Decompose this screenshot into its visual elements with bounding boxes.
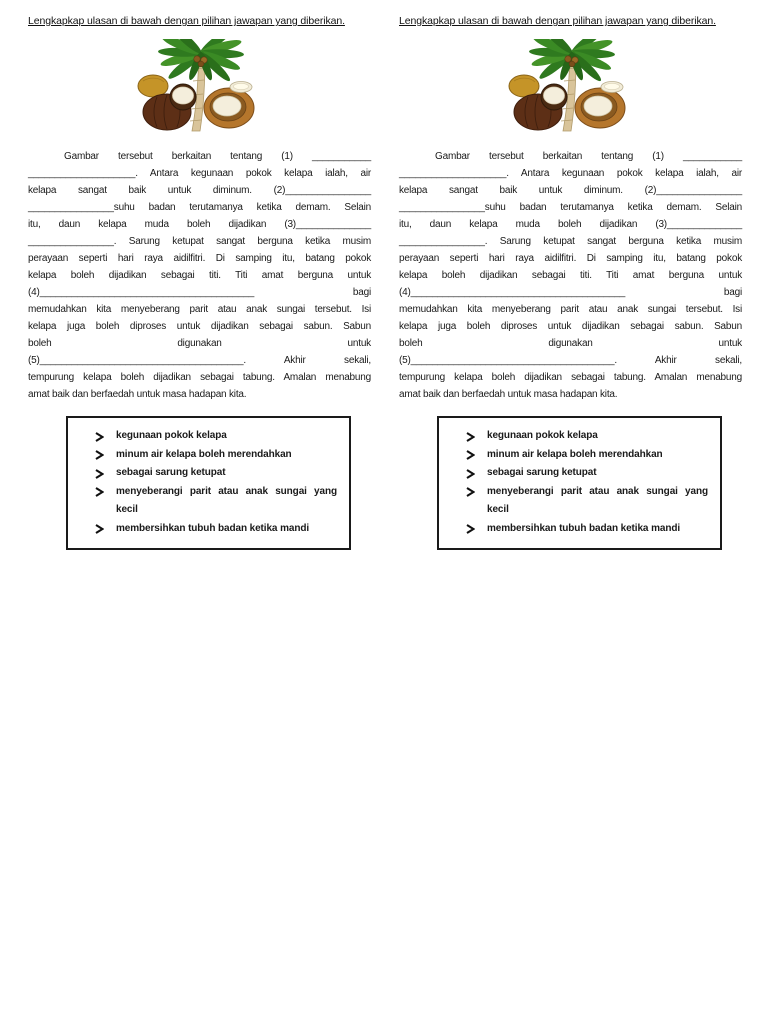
arrow-bullet-icon — [466, 464, 476, 479]
answer-choice-item — [466, 483, 708, 520]
answer-choice-item — [466, 446, 708, 465]
choice-label: menyeberangi parit atau anak sungai yang kecil — [487, 485, 708, 515]
choice-label: membersihkan tubuh badan ketika mandi — [487, 522, 681, 534]
review-paragraph — [28, 148, 371, 403]
paragraph-line: perayaan seperti hari raya aidilfitri. Di samping itu, batang pokok — [28, 253, 371, 264]
paragraph-line: amat baik dan berfaedah untuk masa hadapan kita. — [28, 389, 247, 400]
coconut-palm-illustration — [506, 39, 636, 135]
answer-choice-item — [466, 464, 708, 483]
answer-choice-item — [466, 427, 708, 446]
answer-choice-item — [95, 446, 337, 465]
paragraph-line: kelapa boleh dijadikan sebagai titi. Titi amat berguna untuk — [399, 270, 742, 281]
choice-label: kegunaan pokok kelapa — [487, 430, 598, 441]
paragraph-line: kelapa boleh dijadikan sebagai titi. Titi amat berguna untuk — [28, 270, 371, 281]
arrow-bullet-icon — [466, 427, 476, 442]
paragraph-line: itu, daun kelapa muda boleh dijadikan (3)______________ — [28, 219, 371, 230]
paragraph-line: kelapa sangat baik untuk diminum. (2)________________ — [399, 185, 742, 196]
coconut-palm-illustration — [135, 39, 265, 135]
instruction-heading: Lengkapkap ulasan di bawah dengan pilihan jawapan yang diberikan. — [399, 15, 716, 27]
paragraph-line: (4)________________________________________ bagi — [28, 287, 371, 298]
paragraph-line: kelapa juga boleh diproses untuk dijadikan sebagai sabun. Sabun — [399, 321, 742, 332]
paragraph-line: ____________________. Antara kegunaan pokok kelapa ialah, air — [28, 168, 371, 179]
paragraph-line: memudahkan kita menyeberang parit atau anak sungai tersebut. Isi — [28, 304, 371, 315]
coconut-palm-image — [28, 39, 371, 136]
paragraph-line: ________________. Sarung ketupat sangat berguna ketika musim — [28, 236, 371, 247]
choice-label: membersihkan tubuh badan ketika mandi — [116, 522, 310, 534]
worksheet-column — [399, 15, 742, 1024]
paragraph-line: ________________suhu badan terutamanya ketika demam. Selain — [28, 202, 371, 213]
choice-label: minum air kelapa boleh merendahkan — [116, 448, 292, 460]
arrow-bullet-icon — [95, 520, 105, 535]
answer-choice-item — [95, 520, 337, 539]
paragraph-line: amat baik dan berfaedah untuk masa hadapan kita. — [399, 389, 618, 400]
answer-choice-item — [95, 483, 337, 520]
choice-label: menyeberangi parit atau anak sungai yang kecil — [116, 485, 337, 515]
paragraph-line: ________________. Sarung ketupat sangat berguna ketika musim — [399, 236, 742, 247]
paragraph-line: itu, daun kelapa muda boleh dijadikan (3)______________ — [399, 219, 742, 230]
arrow-bullet-icon — [466, 520, 476, 535]
choice-label: sebagai sarung ketupat — [116, 467, 226, 478]
paragraph-line: (5)______________________________________. Akhir sekali, — [399, 355, 742, 366]
arrow-bullet-icon — [95, 427, 105, 442]
arrow-bullet-icon — [95, 483, 105, 498]
review-paragraph — [399, 148, 742, 403]
arrow-bullet-icon — [95, 464, 105, 479]
paragraph-line: Gambar tersebut berkaitan tentang (1) ___________ — [435, 151, 742, 162]
paragraph-line: kelapa juga boleh diproses untuk dijadikan sebagai sabun. Sabun — [28, 321, 371, 332]
paragraph-line: tempurung kelapa boleh dijadikan sebagai tabung. Amalan menabung — [28, 372, 371, 383]
answer-choices-box — [437, 416, 722, 550]
arrow-bullet-icon — [95, 446, 105, 461]
paragraph-line: boleh digunakan untuk — [399, 338, 742, 349]
arrow-bullet-icon — [466, 446, 476, 461]
answer-choice-item — [95, 427, 337, 446]
paragraph-line: (5)______________________________________. Akhir sekali, — [28, 355, 371, 366]
coconut-palm-image — [399, 39, 742, 136]
paragraph-line: (4)________________________________________ bagi — [399, 287, 742, 298]
paragraph-line: boleh digunakan untuk — [28, 338, 371, 349]
paragraph-line: memudahkan kita menyeberang parit atau anak sungai tersebut. Isi — [399, 304, 742, 315]
choice-label: kegunaan pokok kelapa — [116, 430, 227, 441]
paragraph-line: Gambar tersebut berkaitan tentang (1) ___________ — [64, 151, 371, 162]
paragraph-line: ________________suhu badan terutamanya ketika demam. Selain — [399, 202, 742, 213]
answer-choices-box — [66, 416, 351, 550]
choice-label: sebagai sarung ketupat — [487, 467, 597, 478]
paragraph-line: tempurung kelapa boleh dijadikan sebagai tabung. Amalan menabung — [399, 372, 742, 383]
paragraph-line: ____________________. Antara kegunaan pokok kelapa ialah, air — [399, 168, 742, 179]
instruction-heading: Lengkapkap ulasan di bawah dengan pilihan jawapan yang diberikan. — [28, 15, 345, 27]
paragraph-line: perayaan seperti hari raya aidilfitri. Di samping itu, batang pokok — [399, 253, 742, 264]
answer-choice-item — [95, 464, 337, 483]
answer-choice-item — [466, 520, 708, 539]
choice-label: minum air kelapa boleh merendahkan — [487, 448, 663, 460]
paragraph-line: kelapa sangat baik untuk diminum. (2)________________ — [28, 185, 371, 196]
worksheet-column — [28, 15, 371, 1024]
arrow-bullet-icon — [466, 483, 476, 498]
